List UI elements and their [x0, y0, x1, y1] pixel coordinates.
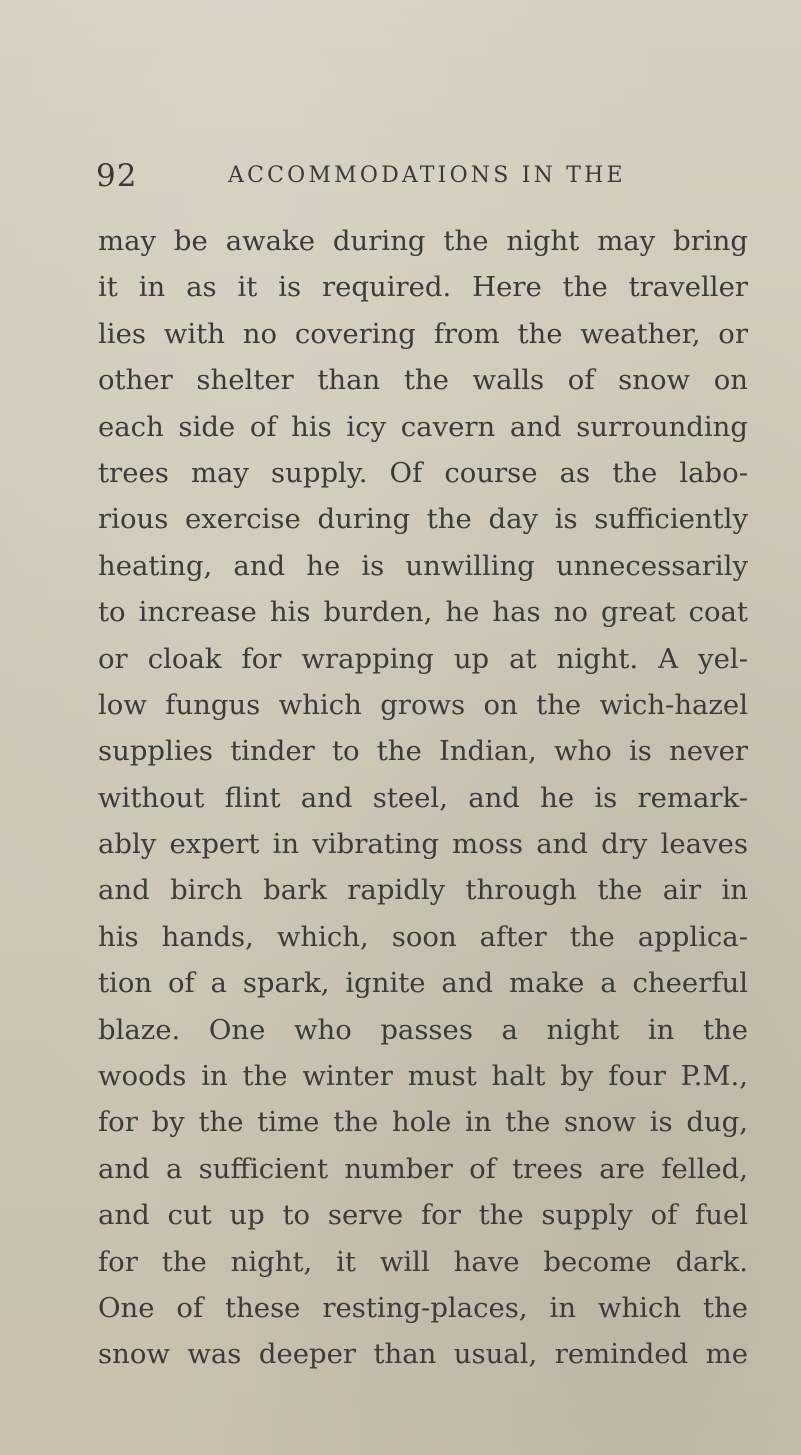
- text-line: it in as it is required. Here the traveller: [98, 271, 748, 304]
- page-header: [96, 158, 756, 198]
- text-line: his hands, which, soon after the applica-: [98, 920, 748, 953]
- text-line: to increase his burden, he has no great coat: [98, 596, 748, 629]
- text-line: for by the time the hole in the snow is dug,: [98, 1106, 748, 1139]
- page-number: 92: [96, 158, 138, 194]
- text-line: tion of a spark, ignite and make a cheerful: [98, 967, 748, 1000]
- text-line: rious exercise during the day is sufficiently: [98, 503, 748, 536]
- running-head: ACCOMMODATIONS IN THE: [228, 163, 626, 188]
- text-line: trees may supply. Of course as the labo-: [98, 456, 748, 489]
- text-line: ably expert in vibrating moss and dry leaves: [98, 828, 748, 861]
- text-line: low fungus which grows on the wich-hazel: [98, 688, 748, 721]
- text-line: heating, and he is unwilling unnecessarily: [98, 549, 748, 582]
- text-line: and birch bark rapidly through the air in: [98, 874, 748, 907]
- text-line: each side of his icy cavern and surrounding: [98, 410, 748, 443]
- text-line: snow was deeper than usual, reminded me: [98, 1338, 748, 1371]
- text-line: supplies tinder to the Indian, who is never: [98, 735, 748, 768]
- text-line: and cut up to serve for the supply of fuel: [98, 1199, 748, 1232]
- text-line: One of these resting-places, in which the: [98, 1291, 748, 1324]
- text-line: and a sufficient number of trees are felled,: [98, 1152, 748, 1185]
- body-text: [98, 218, 748, 1378]
- text-line: blaze. One who passes a night in the: [98, 1013, 748, 1046]
- text-line: lies with no covering from the weather, or: [98, 317, 748, 350]
- text-line: woods in the winter must halt by four P.M.,: [98, 1060, 748, 1093]
- text-line: may be awake during the night may bring: [98, 225, 748, 257]
- text-line: other shelter than the walls of snow on: [98, 364, 748, 397]
- text-line: for the night, it will have become dark.: [98, 1245, 748, 1278]
- text-line: without flint and steel, and he is remark-: [98, 781, 748, 814]
- text-line: or cloak for wrapping up at night. A yel-: [98, 642, 748, 675]
